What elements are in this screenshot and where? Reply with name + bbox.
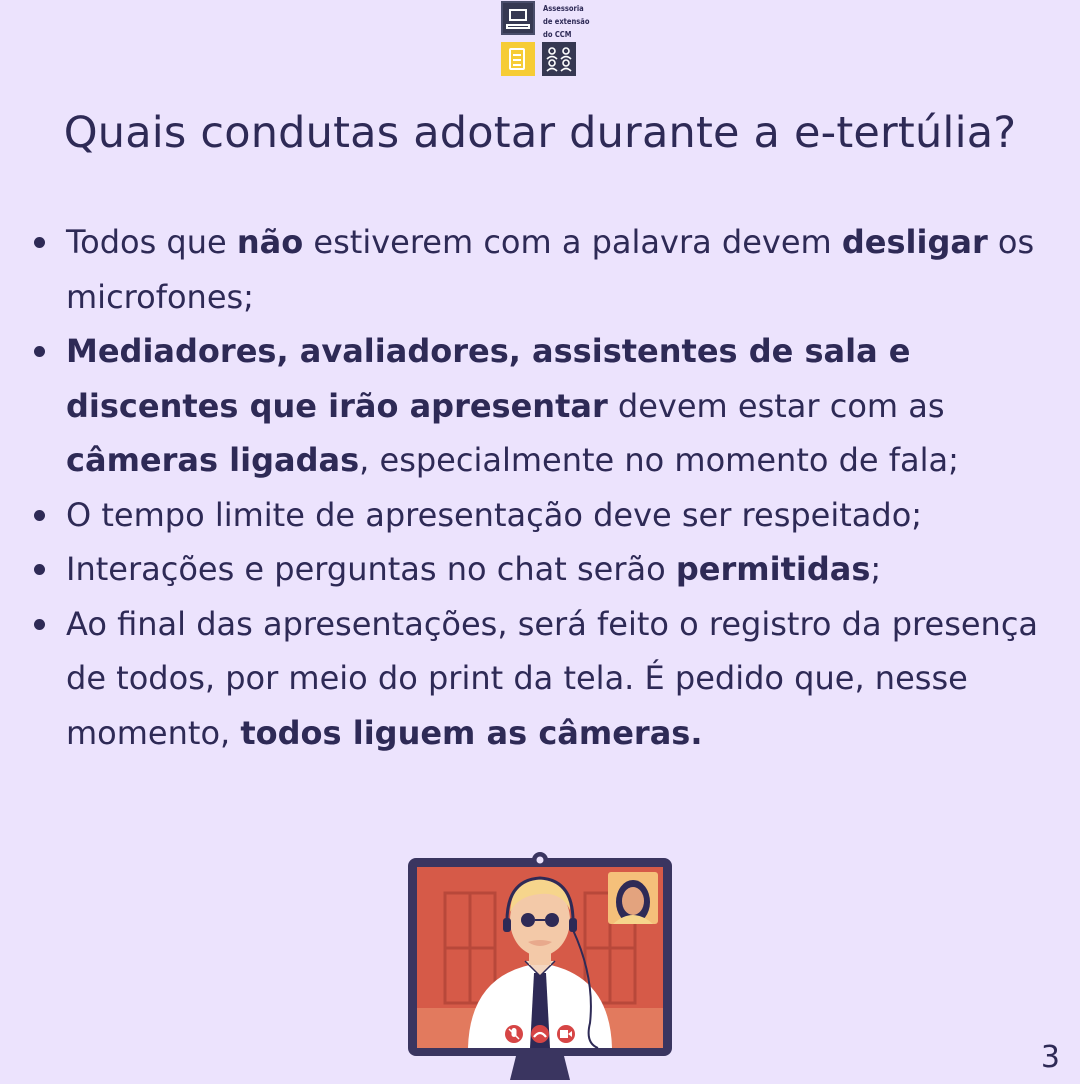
emphasis-text: todos liguem as câmeras. bbox=[240, 713, 703, 752]
emphasis-text: desligar bbox=[841, 223, 988, 261]
mic-off-icon bbox=[505, 1025, 523, 1043]
body-text: Todos que bbox=[66, 223, 237, 261]
body-text: Ao final das apresentações, será feito o registro da presença de todos, por meio do print da tela. É pedido que, nesse momento, bbox=[66, 604, 1039, 752]
notebook-icon bbox=[501, 42, 535, 76]
list-item bbox=[30, 542, 1070, 597]
body-text: os microfones; bbox=[66, 223, 1035, 316]
body-text: estiverem com a palavra devem bbox=[303, 223, 842, 261]
logo-text: Assessoria de extensão do CCM bbox=[543, 4, 590, 39]
page-title: Quais condutas adotar durante a e-tertúlia? bbox=[63, 108, 1017, 158]
emphasis-text: câmeras ligadas bbox=[66, 441, 360, 479]
list-item bbox=[30, 324, 1070, 488]
body-text: ; bbox=[870, 550, 882, 588]
conduct-rules-list bbox=[30, 215, 1070, 760]
emphasis-text: permitidas bbox=[675, 550, 871, 588]
camera-icon bbox=[557, 1025, 575, 1043]
video-call-illustration bbox=[400, 848, 680, 1080]
laptop-icon bbox=[501, 1, 535, 35]
list-item bbox=[30, 215, 1070, 324]
people-icon bbox=[542, 42, 576, 76]
body-text: devem estar com as bbox=[607, 386, 945, 425]
list-item bbox=[30, 488, 1070, 543]
body-text: O tempo limite de apresentação deve ser respeitado; bbox=[66, 495, 923, 534]
body-text: , especialmente no momento de fala; bbox=[359, 441, 959, 479]
list-item bbox=[30, 597, 1070, 761]
emphasis-text: não bbox=[236, 223, 304, 261]
extension-office-logo bbox=[500, 0, 600, 80]
hang-up-icon bbox=[531, 1025, 549, 1043]
page-number: 3 bbox=[1040, 1040, 1060, 1075]
body-text: Interações e perguntas no chat serão bbox=[66, 550, 676, 588]
emphasis-text: Mediadores, avaliadores, assistentes de sala e discentes que irão apresentar bbox=[66, 332, 911, 425]
